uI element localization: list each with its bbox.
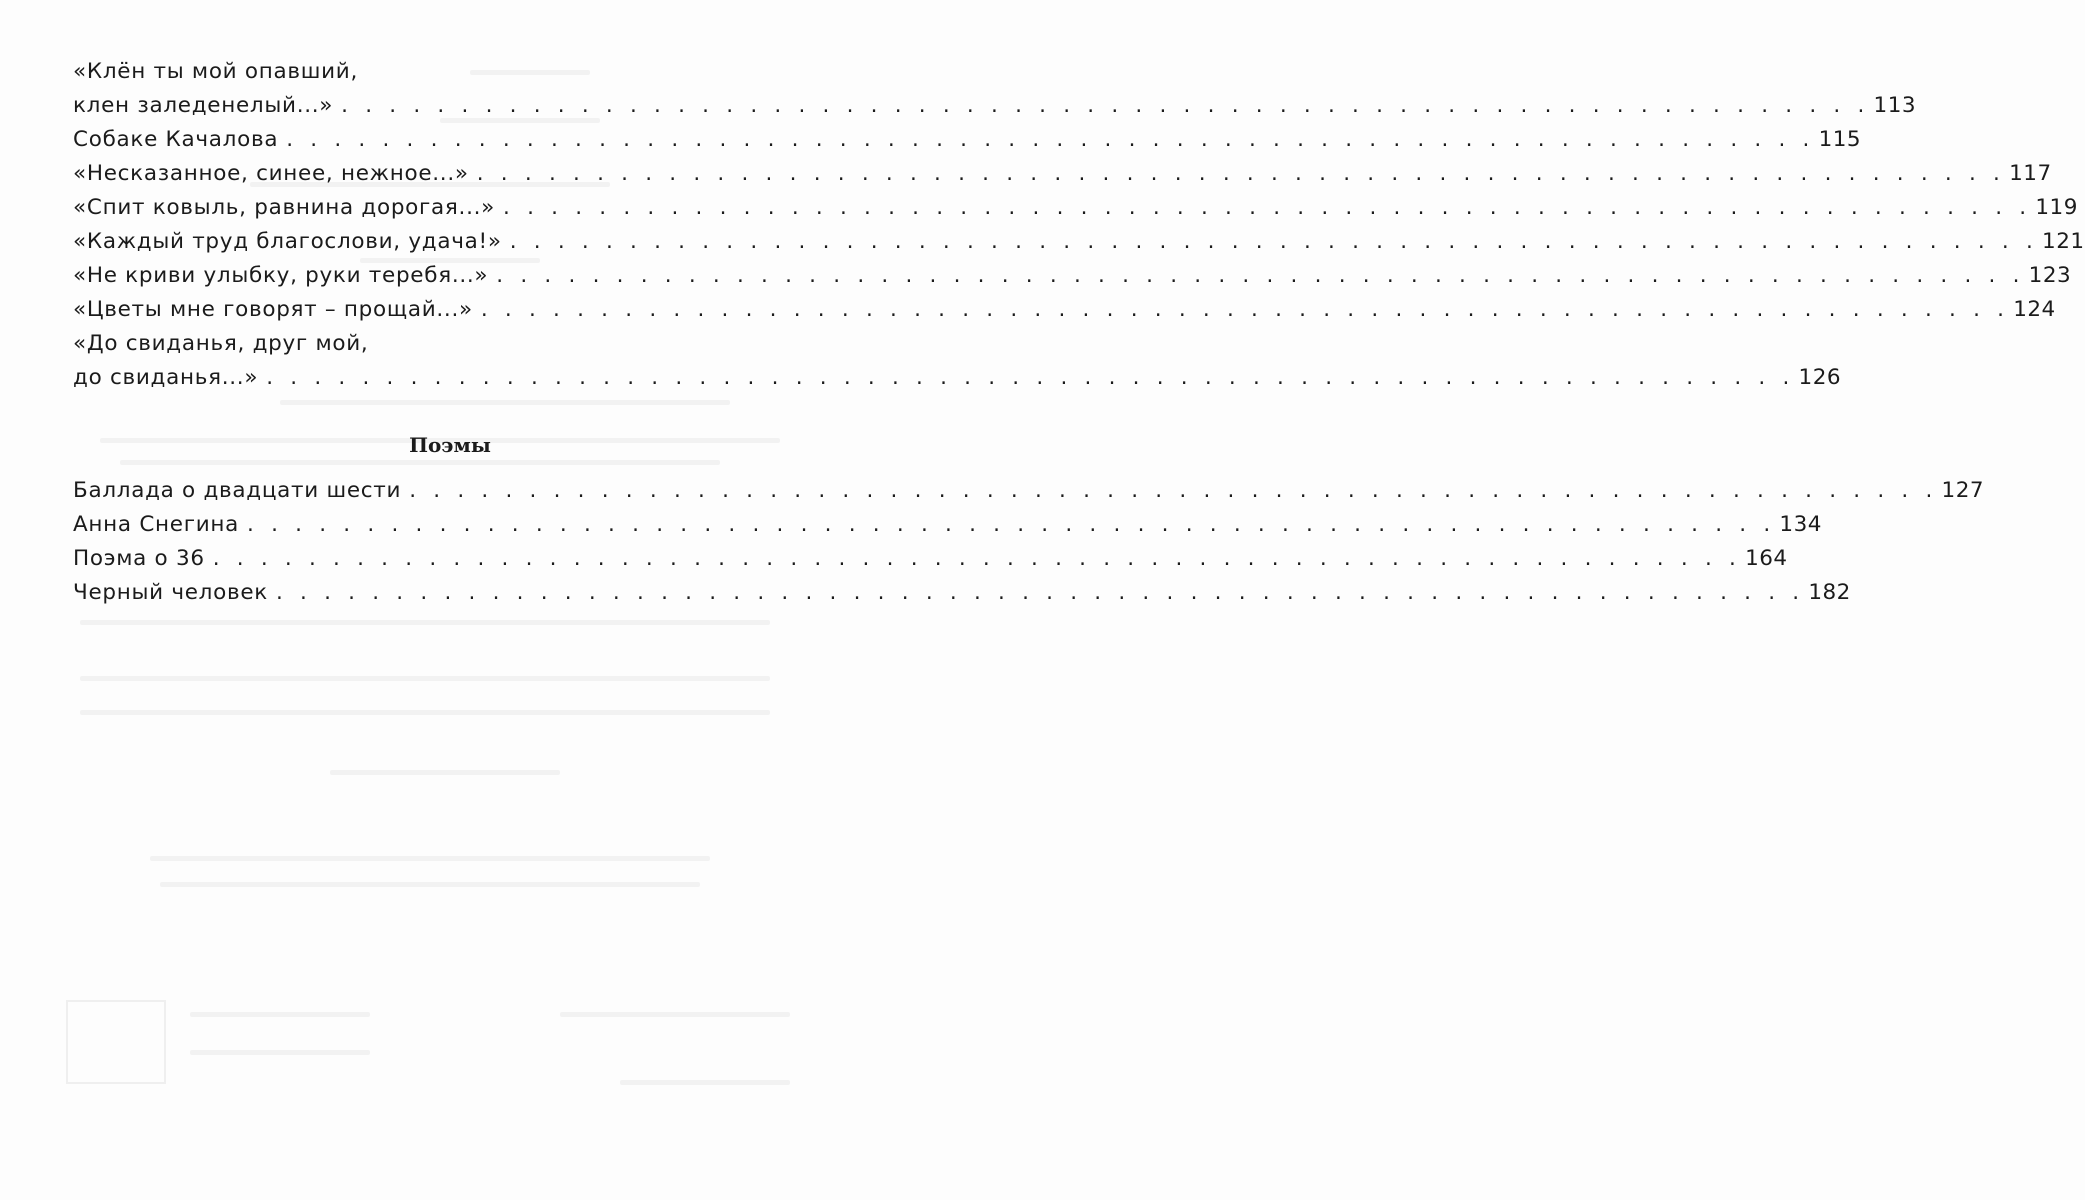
toc-page-number: 115 <box>1818 127 1862 152</box>
toc-entry-title: «Клён ты мой опавший, <box>73 59 359 84</box>
toc-entry-title: Анна Снегина <box>73 512 240 537</box>
leader-dots: . . . . . . . . . . . . . . . . . . . . . . . . . . . . . . . . . . . . . . . . . . . . . . . . . . . . . . . . . . . . . . . . <box>509 229 2039 254</box>
toc-entry[interactable] <box>73 361 1842 395</box>
toc-entry-title: Черный человек <box>73 580 268 605</box>
leader-dots: . . . . . . . . . . . . . . . . . . . . . . . . . . . . . . . . . . . . . . . . . . . . . . . . . . . . . . . . . . . . . . . . <box>212 546 1742 571</box>
toc-entry[interactable] <box>73 508 1822 542</box>
toc-entry-title: «Не криви улыбку, руки теребя...» <box>73 263 489 288</box>
toc-entry-title: до свиданья...» <box>73 365 259 390</box>
leader-dots: . . . . . . . . . . . . . . . . . . . . . . . . . . . . . . . . . . . . . . . . . . . . . . . . . . . . . . . . . . . . . . . . <box>341 93 1870 118</box>
toc-entry[interactable] <box>73 123 1862 157</box>
toc-entry-title: «До свиданья, друг мой, <box>73 331 369 356</box>
toc-page-number: 126 <box>1798 365 1842 390</box>
toc-entry[interactable] <box>73 542 1788 576</box>
leader-dots: . . . . . . . . . . . . . . . . . . . . . . . . . . . . . . . . . . . . . . . . . . . . . . . . . . . . . . . . . . . . . . . . <box>409 478 1938 503</box>
toc-entry[interactable] <box>73 191 2078 225</box>
toc-page-number: 117 <box>2009 161 2052 186</box>
toc-entry[interactable] <box>73 89 1917 123</box>
toc-page-number: 113 <box>1873 93 1917 118</box>
toc-page-number: 164 <box>1745 546 1788 571</box>
leader-dots: . . . . . . . . . . . . . . . . . . . . . . . . . . . . . . . . . . . . . . . . . . . . . . . . . . . . . . . . . . . . . . . . <box>286 127 1815 152</box>
toc-entry-title: клен заледенелый...» <box>73 93 334 118</box>
toc-entry[interactable] <box>73 157 2052 191</box>
toc-list-poems <box>73 55 2085 395</box>
toc-entry-title: Собаке Качалова <box>73 127 279 152</box>
leader-dots: . . . . . . . . . . . . . . . . . . . . . . . . . . . . . . . . . . . . . . . . . . . . . . . . . . . . . . . . . . . . . . . . <box>247 512 1776 537</box>
toc-entry[interactable] <box>73 576 1851 610</box>
toc-entry-title: «Цветы мне говорят – прощай...» <box>73 297 473 322</box>
toc-page-number: 121 <box>2042 229 2085 254</box>
leader-dots: . . . . . . . . . . . . . . . . . . . . . . . . . . . . . . . . . . . . . . . . . . . . . . . . . . . . . . . . . . . . . . . . <box>503 195 2032 220</box>
toc-page-number: 119 <box>2035 195 2078 220</box>
toc-entry-title: «Спит ковыль, равнина дорогая...» <box>73 195 495 220</box>
toc-entry-title: «Несказанное, синее, нежное...» <box>73 161 469 186</box>
toc-entry[interactable] <box>73 259 2072 293</box>
toc-page-number: 134 <box>1779 512 1822 537</box>
toc-entry-title: «Каждый труд благослови, удача!» <box>73 229 502 254</box>
leader-dots: . . . . . . . . . . . . . . . . . . . . . . . . . . . . . . . . . . . . . . . . . . . . . . . . . . . . . . . . . . . . . . . . <box>476 161 2006 186</box>
toc-page-number: 127 <box>1941 478 1985 503</box>
toc-list-long-poems <box>73 474 1985 610</box>
leader-dots: . . . . . . . . . . . . . . . . . . . . . . . . . . . . . . . . . . . . . . . . . . . . . . . . . . . . . . . . . . . . . . . . <box>266 365 1795 390</box>
toc-entry[interactable] <box>73 225 2085 259</box>
toc-entry[interactable] <box>73 293 2056 327</box>
toc-entry-line <box>73 327 795 361</box>
toc-page-number: 123 <box>2028 263 2072 288</box>
toc-page-number: 124 <box>2013 297 2056 322</box>
toc-page-number: 182 <box>1808 580 1851 605</box>
leader-dots: . . . . . . . . . . . . . . . . . . . . . . . . . . . . . . . . . . . . . . . . . . . . . . . . . . . . . . . . . . . . . . . . <box>496 263 2025 288</box>
toc-entry-line <box>73 55 795 89</box>
toc-entry[interactable] <box>73 474 1985 508</box>
leader-dots: . . . . . . . . . . . . . . . . . . . . . . . . . . . . . . . . . . . . . . . . . . . . . . . . . . . . . . . . . . . . . . . . <box>275 580 1805 605</box>
leader-dots: . . . . . . . . . . . . . . . . . . . . . . . . . . . . . . . . . . . . . . . . . . . . . . . . . . . . . . . . . . . . . . . . <box>480 297 2010 322</box>
section-heading: Поэмы <box>409 433 491 457</box>
toc-entry-title: Баллада о двадцати шести <box>73 478 402 503</box>
toc-entry-title: Поэма о 36 <box>73 546 205 571</box>
